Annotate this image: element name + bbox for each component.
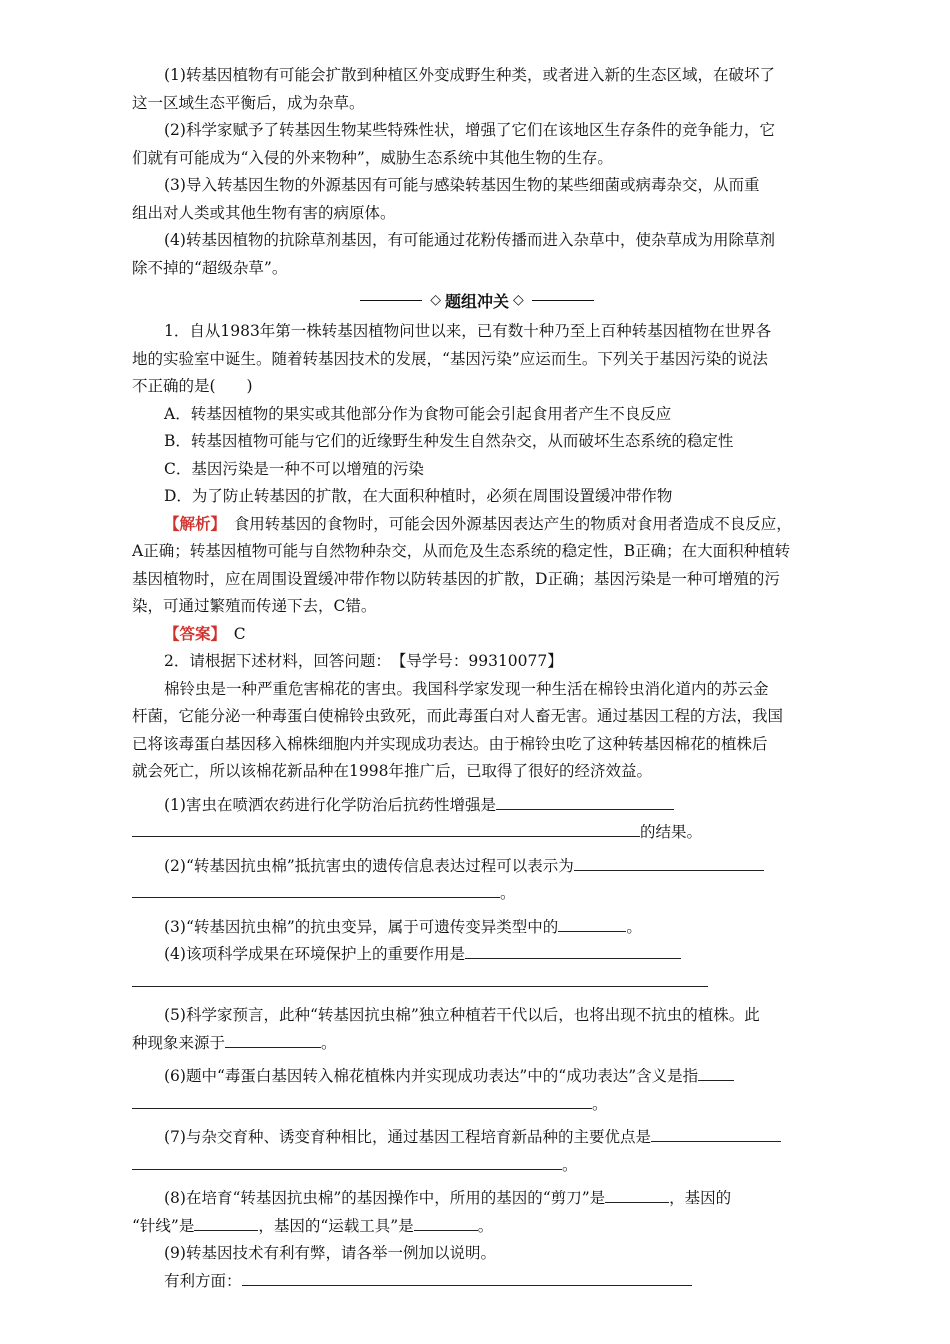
section-divider	[132, 282, 822, 318]
q2-sub8-line	[132, 1213, 822, 1241]
intro-line: (4)转基因植物的抗除草剂基因，有可能通过花粉传播而进入杂草中，使杂草成为用除草剂	[164, 231, 775, 249]
q2-material-line: 杆菌，它能分泌一种毒蛋白使棉铃虫致死，而此毒蛋白对人畜无害。通过基因工程的方法，我国	[132, 707, 784, 725]
answer-blank[interactable]	[194, 1213, 258, 1231]
divider-rule-right	[532, 300, 594, 301]
q1-stem-line: 1．自从1983年第一株转基因植物问世以来，已有数十种乃至上百种转基因植物在世界各	[164, 322, 772, 340]
diamond-icon: ◇	[430, 292, 441, 308]
q2-material-line: 已将该毒蛋白基因移入棉株细胞内并实现成功表达。由于棉铃虫吃了这种转基因棉花的植株后	[132, 734, 768, 753]
q2-sub1-text: (1)害虫在喷洒农药进行化学防治后抗药性增强是	[164, 795, 496, 814]
diamond-icon: ◇	[513, 292, 524, 308]
intro-line: (1)转基因植物有可能会扩散到种植区外变成野生种类，或者进入新的生态区域，在破坏了	[164, 66, 775, 84]
q1-answer-line	[132, 621, 822, 649]
q1-stem-line: 地的实验室中诞生。随着转基因技术的发展，“基因污染”应运而生。下列关于基因污染的说法	[132, 349, 768, 368]
q1-option-c: C．基因污染是一种不可以增殖的污染	[164, 459, 424, 478]
q1-analysis-line	[132, 511, 822, 539]
section-title: 题组冲关	[444, 291, 509, 311]
q2-sub2-text: (2)“转基因抗虫棉”抵抗害虫的遗传信息表达过程可以表示为	[164, 856, 574, 875]
q2-sub6-line	[132, 1063, 822, 1091]
q2-sub6-text: (6)题中“毒蛋白基因转入棉花植株内并实现成功表达”中的“成功表达”含义是指	[164, 1067, 699, 1085]
intro-line: 除不掉的“超级杂草”。	[132, 258, 288, 277]
q2-sub4-line	[132, 941, 822, 969]
document-page	[132, 62, 822, 1295]
answer-blank[interactable]	[574, 853, 764, 871]
q2-sub7-line	[132, 1124, 822, 1152]
q2-sub1-line	[132, 792, 822, 820]
q2-material-line: 棉铃虫是一种严重危害棉花的害虫。我国科学家发现一种生活在棉铃虫消化道内的苏云金	[164, 679, 769, 698]
q1-option-a: A．转基因植物的果实或其他部分作为食物可能会引起食用者产生不良反应	[164, 404, 672, 423]
answer-blank[interactable]	[558, 914, 626, 932]
q2-sub7-tail: 。	[562, 1155, 578, 1174]
answer-blank[interactable]	[132, 1091, 592, 1109]
answer-blank[interactable]	[132, 1152, 562, 1170]
q1-option-b: B．转基因植物可能与它们的近缘野生种发生自然杂交，从而破坏生态系统的稳定性	[164, 432, 734, 450]
q2-sub2-tail: 。	[500, 884, 516, 902]
intro-line: (3)导入转基因生物的外源基因有可能与感染转基因生物的某些细菌或病毒杂交，从而重	[164, 176, 760, 194]
answer-blank[interactable]	[132, 969, 708, 987]
answer-blank[interactable]	[465, 941, 681, 959]
q2-sub6-tail: 。	[592, 1094, 608, 1113]
analysis-tag: 【解析】	[164, 514, 219, 533]
q1-analysis-line: 染，可通过繁殖而传递下去，C错。	[132, 597, 377, 615]
answer-blank[interactable]	[132, 819, 640, 837]
q2-sub5-line: (5)科学家预言，此种“转基因抗虫棉”独立种植若干代以后，也将出现不抗虫的植株。此	[164, 1006, 760, 1024]
q2-sub7-line	[132, 1152, 822, 1180]
answer-text: C	[218, 624, 246, 643]
q2-sub4-line	[132, 969, 822, 997]
q1-analysis-line: 基因植物时，应在周围设置缓冲带作物以防转基因的扩散，D正确；基因污染是一种可增殖的污	[132, 569, 780, 588]
q2-sub8-text: (8)在培育“转基因抗虫棉”的基因操作中，所用的基因的“剪刀”是	[164, 1189, 606, 1207]
q2-sub2-line	[132, 880, 822, 908]
q2-sub8-line	[132, 1185, 822, 1213]
q2-sub1-tail: 的结果。	[640, 823, 703, 841]
intro-line: 这一区域生态平衡后，成为杂草。	[132, 93, 365, 112]
q2-sub2-line	[132, 853, 822, 881]
answer-blank[interactable]	[605, 1185, 669, 1203]
q1-option-d: D．为了防止转基因的扩散，在大面积种植时，必须在周围设置缓冲带作物	[164, 487, 673, 505]
q1-analysis-line: A正确；转基因植物可能与自然物种杂交，从而危及生态系统的稳定性，B正确；在大面积种植转	[132, 542, 791, 560]
q2-sub3-line	[132, 914, 822, 942]
q2-sub8-text3: “针线”是	[132, 1216, 195, 1235]
q2-sub9-label: 有利方面：	[164, 1271, 242, 1290]
answer-blank[interactable]	[242, 1268, 692, 1286]
q2-material-line: 就会死亡，所以该棉花新品种在1998年推广后，已取得了很好的经济效益。	[132, 762, 652, 780]
q2-sub5-text: 种现象来源于	[132, 1033, 226, 1052]
intro-line: (2)科学家赋予了转基因生物某些特殊性状，增强了它们在该地区生存条件的竞争能力，它	[164, 121, 775, 139]
q2-sub7-text: (7)与杂交育种、诱变育种相比，通过基因工程培育新品种的主要优点是	[164, 1128, 651, 1146]
q2-sub9-line	[132, 1268, 822, 1296]
q2-sub1-line	[132, 819, 822, 847]
answer-blank[interactable]	[132, 880, 500, 898]
q2-sub3-text: (3)“转基因抗虫棉”的抗虫变异，属于可遗传变异类型中的	[164, 917, 559, 936]
q2-sub6-line	[132, 1091, 822, 1119]
q2-sub9-line: (9)转基因技术有利有弊，请各举一例加以说明。	[164, 1244, 496, 1262]
q1-stem-line: 不正确的是( )	[132, 377, 253, 395]
answer-blank[interactable]	[414, 1213, 478, 1231]
q2-stem: 2．请根据下述材料，回答问题： 【导学号：99310077】	[164, 652, 563, 670]
intro-line: 们就有可能成为“入侵的外来物种”，威胁生态系统中其他生物的生存。	[132, 148, 613, 167]
answer-blank[interactable]	[698, 1063, 734, 1081]
answer-blank[interactable]	[225, 1030, 321, 1048]
intro-line: 组出对人类或其他生物有害的病原体。	[132, 203, 396, 222]
q2-sub5-tail: 。	[321, 1033, 337, 1052]
divider-rule-left	[360, 300, 422, 301]
answer-blank[interactable]	[496, 792, 674, 810]
q2-sub3-tail: 。	[626, 917, 642, 936]
q2-sub8-text4: ，基因的“运载工具”是	[258, 1216, 414, 1235]
q2-sub8-text2: ，基因的	[669, 1189, 732, 1207]
q2-sub8-tail: 。	[477, 1216, 494, 1235]
analysis-text: 食用转基因的食物时，可能会因外源基因表达产生的物质对食用者造成不良反应，	[218, 514, 792, 533]
q2-sub4-text: (4)该项科学成果在环境保护上的重要作用是	[164, 945, 465, 963]
answer-blank[interactable]	[651, 1124, 781, 1142]
answer-tag: 【答案】	[164, 624, 219, 643]
q2-sub5-line	[132, 1030, 822, 1058]
